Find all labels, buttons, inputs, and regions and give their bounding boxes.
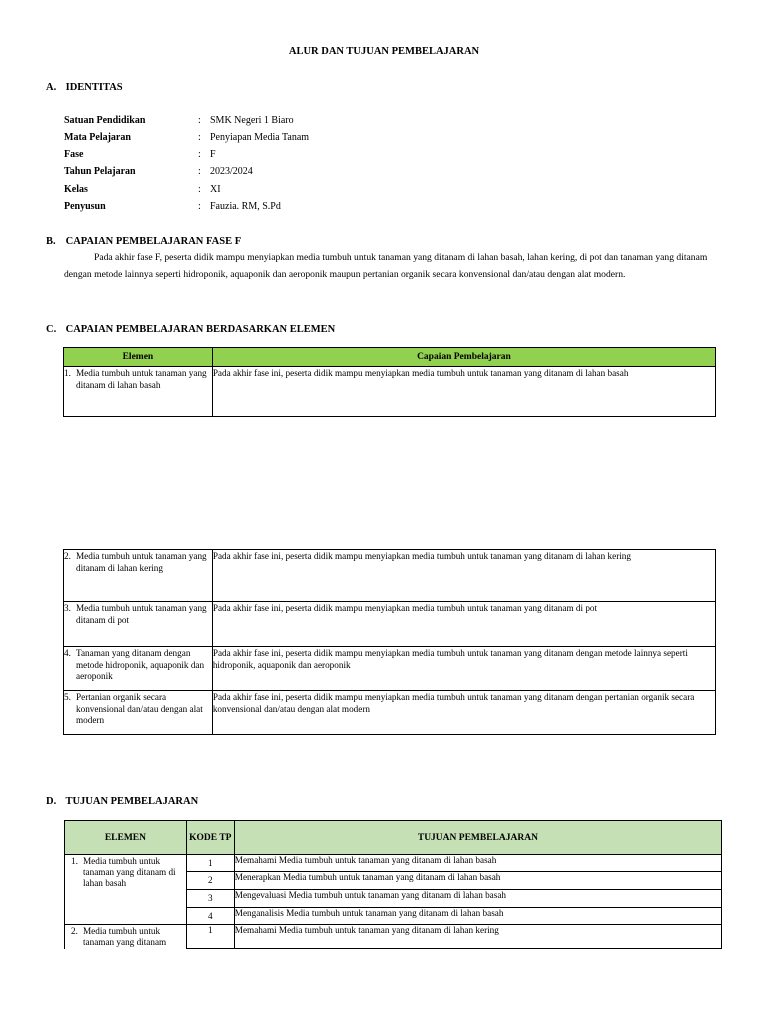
- section-c-title: CAPAIAN PEMBELAJARAN BERDASARKAN ELEMEN: [65, 324, 336, 335]
- identity-label: Satuan Pendidikan: [64, 115, 146, 126]
- identity-value: Fauzia. RM, S.Pd: [210, 201, 281, 212]
- section-b-heading: [46, 236, 241, 247]
- row-number: 1.: [71, 856, 78, 866]
- elemen-text: Media tumbuh untuk tanaman yang ditanam di lahan kering: [76, 551, 207, 573]
- header-tujuan: TUJUAN PEMBELAJARAN: [234, 821, 721, 855]
- identity-label: Kelas: [64, 184, 88, 195]
- identity-colon: :: [198, 132, 201, 143]
- elemen-cell: [64, 550, 213, 602]
- elemen-text: Media tumbuh untuk tanaman yang ditanam di lahan basah: [76, 368, 207, 390]
- identity-label: Fase: [64, 149, 84, 160]
- capaian-table-part-2: [63, 549, 716, 735]
- elemen-cell: [64, 602, 213, 647]
- section-d-title: TUJUAN PEMBELAJARAN: [65, 796, 199, 807]
- row-number: 2.: [64, 551, 71, 561]
- section-d-heading: [46, 796, 198, 807]
- section-a-title: IDENTITAS: [65, 82, 123, 93]
- kode-cell: 2: [186, 872, 234, 890]
- tujuan-table: [64, 820, 722, 949]
- kode-cell: 3: [186, 890, 234, 908]
- identity-colon: :: [198, 201, 201, 212]
- elemen-cell: [65, 925, 187, 949]
- row-number: 2.: [71, 926, 78, 936]
- header-elemen: ELEMEN: [65, 821, 187, 855]
- table-row: [65, 855, 722, 872]
- elemen-text: Media tumbuh untuk tanaman yang ditanam: [83, 926, 167, 947]
- header-elemen: Elemen: [64, 348, 213, 367]
- identity-label: Tahun Pelajaran: [64, 166, 136, 177]
- tujuan-cell: Menerapkan Media tumbuh untuk tanaman yang ditanam di lahan basah: [234, 872, 721, 890]
- identity-colon: :: [198, 166, 201, 177]
- tujuan-cell: Memahami Media tumbuh untuk tanaman yang ditanam di lahan basah: [234, 855, 721, 872]
- document-title: ALUR DAN TUJUAN PEMBELAJARAN: [288, 46, 480, 57]
- row-number: 5.: [64, 692, 71, 702]
- elemen-text: Pertanian organik secara konvensional dan/atau dengan alat modern: [76, 692, 203, 725]
- table-header-row: [64, 348, 716, 367]
- section-a-heading: [46, 82, 123, 93]
- paragraph-text: Pada akhir fase F, peserta didik mampu menyiapkan media tumbuh untuk tanaman yang ditanam di lahan basah, lahan kering, di pot dan tanaman yang ditanam dengan metode lainnya seperti hidroponik, aquaponik dan aeroponik maupun pertanian organik secara konvensional dan/atau dengan alat modern.: [64, 252, 708, 280]
- capaian-cell: Pada akhir fase ini, peserta didik mampu menyiapkan media tumbuh untuk tanaman yang ditanam di lahan basah: [212, 367, 715, 417]
- capaian-cell: Pada akhir fase ini, peserta didik mampu menyiapkan media tumbuh untuk tanaman yang ditanam dengan pertanian organik secara konvensional dan/atau dengan alat modern: [212, 691, 715, 735]
- kode-cell: 1: [186, 855, 234, 872]
- row-number: 1.: [64, 368, 71, 378]
- tujuan-cell: Mengevaluasi Media tumbuh untuk tanaman yang ditanam di lahan basah: [234, 890, 721, 908]
- tujuan-cell: Menganalisis Media tumbuh untuk tanaman yang ditanam di lahan basah: [234, 908, 721, 925]
- identity-colon: :: [198, 184, 201, 195]
- table-row: [64, 367, 716, 417]
- row-number: 3.: [64, 603, 71, 613]
- tujuan-cell: Memahami Media tumbuh untuk tanaman yang ditanam di lahan kering: [234, 925, 721, 949]
- section-b-paragraph: [64, 249, 714, 283]
- header-kode-tp: KODE TP: [186, 821, 234, 855]
- elemen-cell: [64, 647, 213, 691]
- header-capaian: Capaian Pembelajaran: [212, 348, 715, 367]
- identity-value: XI: [210, 184, 221, 195]
- identity-label: Mata Pelajaran: [64, 132, 131, 143]
- section-b-number: B.: [46, 236, 56, 247]
- identity-value: F: [210, 149, 216, 160]
- table-row: [64, 602, 716, 647]
- table-row: [65, 925, 722, 949]
- row-number: 4.: [64, 648, 71, 658]
- identity-value: Penyiapan Media Tanam: [210, 132, 310, 143]
- section-d-number: D.: [46, 796, 57, 807]
- identity-value: 2023/2024: [210, 166, 253, 177]
- table-header-row: [65, 821, 722, 855]
- capaian-cell: Pada akhir fase ini, peserta didik mampu menyiapkan media tumbuh untuk tanaman yang ditanam di lahan kering: [212, 550, 715, 602]
- elemen-cell: [64, 691, 213, 735]
- table-row: [64, 550, 716, 602]
- elemen-text: Media tumbuh untuk tanaman yang ditanam di pot: [76, 603, 207, 625]
- section-b-title: CAPAIAN PEMBELAJARAN FASE F: [65, 236, 242, 247]
- capaian-cell: Pada akhir fase ini, peserta didik mampu menyiapkan media tumbuh untuk tanaman yang ditanam di pot: [212, 602, 715, 647]
- section-c-number: C.: [46, 324, 57, 335]
- capaian-table-part-1: [63, 347, 716, 417]
- identity-colon: :: [198, 115, 201, 126]
- table-row: [64, 647, 716, 691]
- identity-value: SMK Negeri 1 Biaro: [210, 115, 294, 126]
- section-a-number: A.: [46, 82, 57, 93]
- table-row: [64, 691, 716, 735]
- kode-cell: 1: [186, 925, 234, 949]
- elemen-text: Tanaman yang ditanam dengan metode hidroponik, aquaponik dan aeroponik: [76, 648, 205, 681]
- elemen-cell: [64, 367, 213, 417]
- elemen-cell: [65, 855, 187, 925]
- kode-cell: 4: [186, 908, 234, 925]
- elemen-text: Media tumbuh untuk tanaman yang ditanam di lahan basah: [83, 856, 176, 888]
- capaian-cell: Pada akhir fase ini, peserta didik mampu menyiapkan media tumbuh untuk tanaman yang ditanam dengan metode lainnya seperti hidroponik, aquaponik dan aeroponik: [212, 647, 715, 691]
- identity-colon: :: [198, 149, 201, 160]
- identity-label: Penyusun: [64, 201, 106, 212]
- section-c-heading: [46, 324, 335, 335]
